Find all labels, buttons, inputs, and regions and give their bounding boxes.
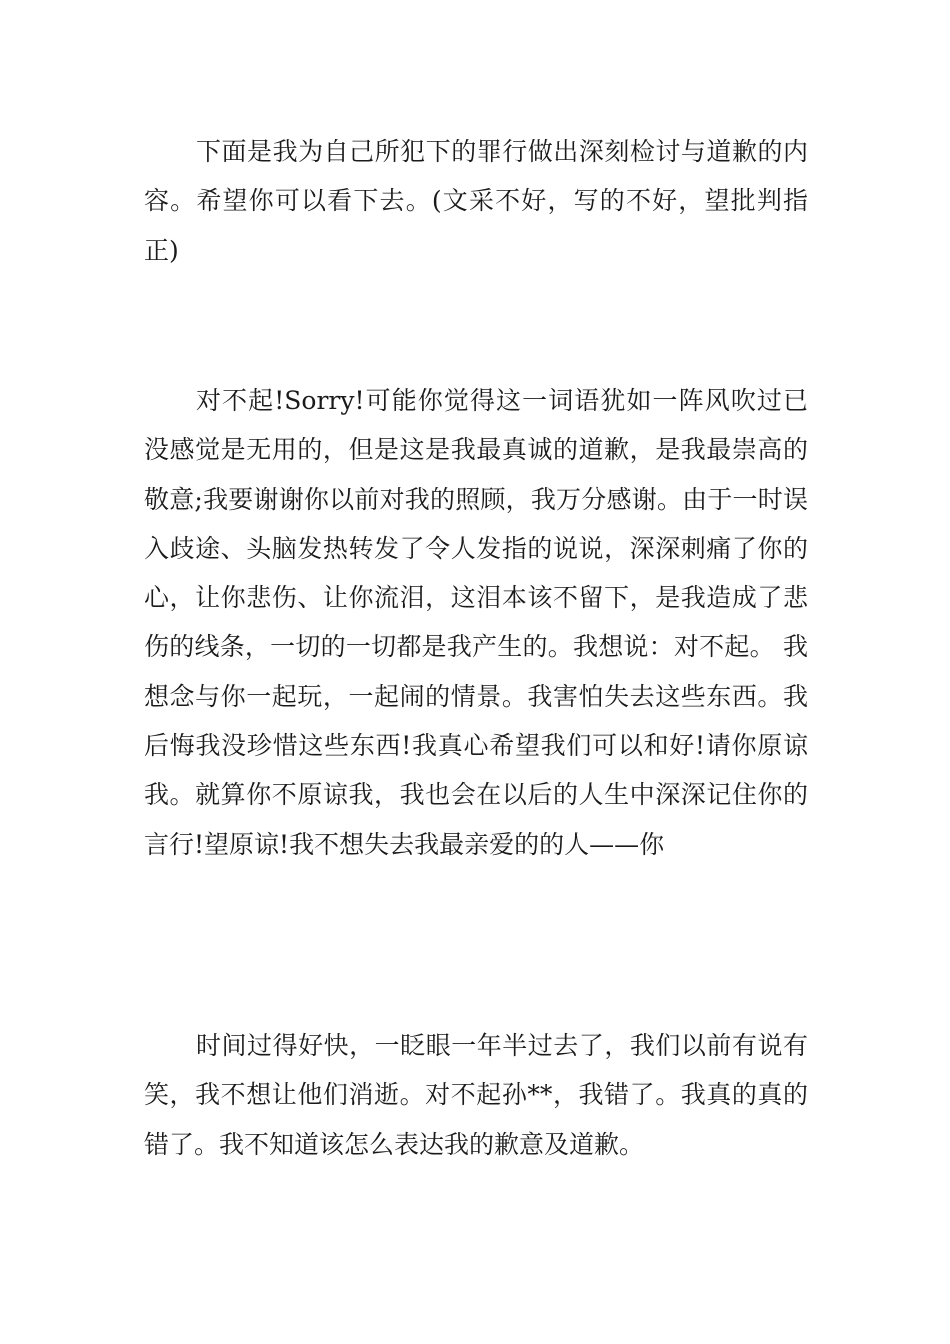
paragraph-intro: 下面是我为自己所犯下的罪行做出深刻检讨与道歉的内容。希望你可以看下去。(文采不好，写的不好，望批判指正) [144,137,808,265]
paragraph-closing: 时间过得好快，一眨眼一年半过去了，我们以前有说有笑，我不想让他们消逝。对不起孙**，我错了。我真的真的错了。我不知道该怎么表达我的歉意及道歉。 [144,1031,808,1159]
paragraph-apology: 对不起!Sorry!可能你觉得这一词语犹如一阵风吹过已没感觉是无用的，但是这是我最真诚的道歉，是我最崇高的敬意;我要谢谢你以前对我的照顾，我万分感谢。由于一时误入歧途、头脑发热转发了令人发指的说说，深深刺痛了你的心，让你悲伤、让你流泪，这泪本该不留下，是我造成了悲伤的线条，一切的一切都是我产生的。我想说：对不起。 我想念与你一起玩，一起闹的情景。我害怕失去这些东西。我后悔我没珍惜这些东西!我真心希望我们可以和好!请你原谅我。就算你不原谅我，我也会在以后的人生中深深记住你的言行!望原谅!我不想失去我最亲爱的的人——你 [144,386,808,859]
